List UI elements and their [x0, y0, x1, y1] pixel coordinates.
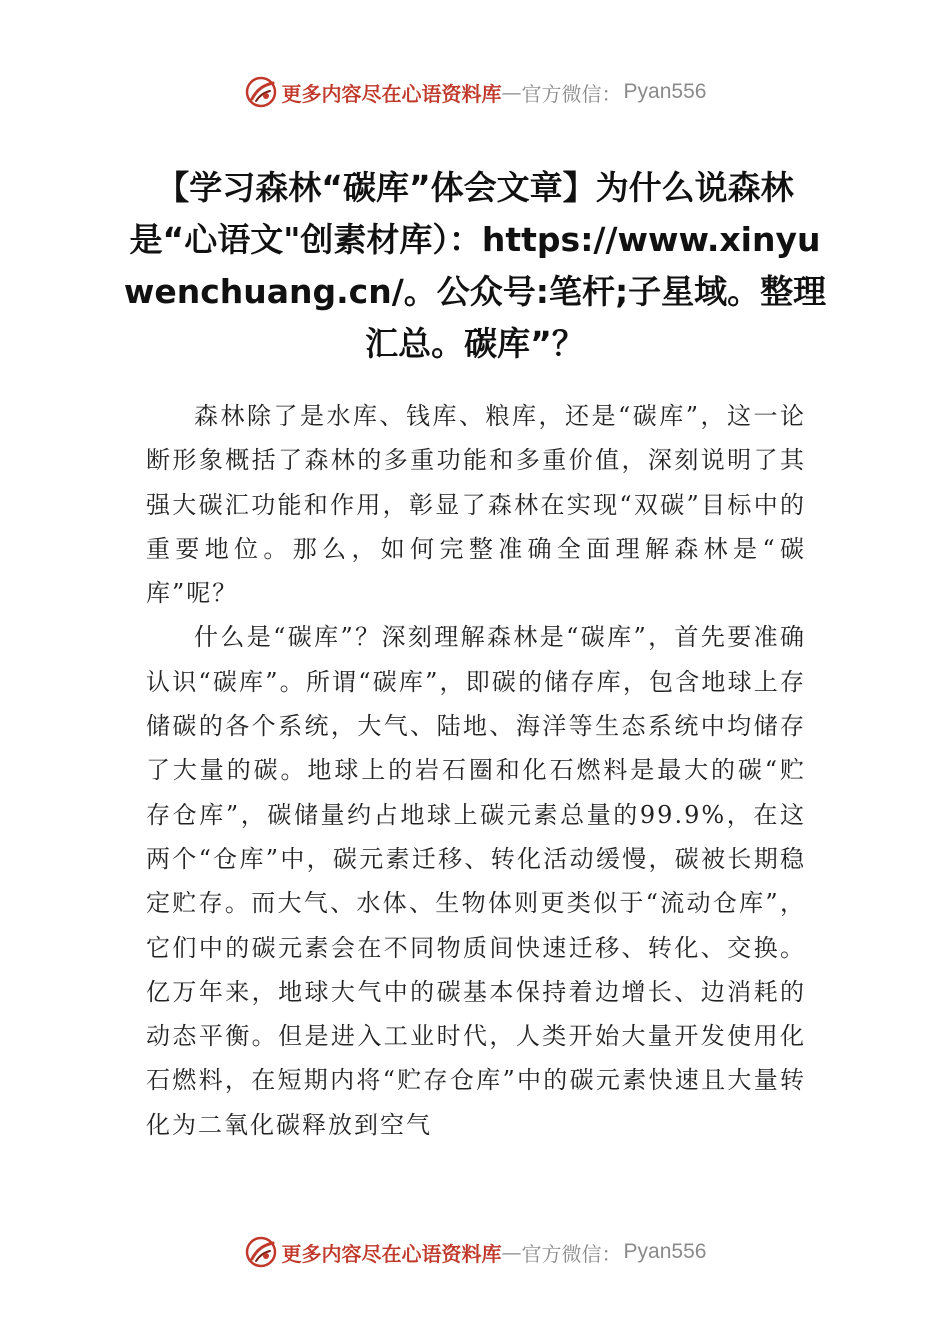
footer-wechat-label: 官方微信： [521, 1241, 622, 1266]
article-body [146, 394, 806, 1147]
paragraph: 森林除了是水库、钱库、粮库，还是“碳库”，这一论断形象概括了森林的多重功能和多重价值，深刻说明了其强大碳汇功能和作用，彰显了森林在实现“双碳”目标中的重要地位。那么，如何完整准确全面理解森林是“碳库”呢？ [146, 402, 806, 608]
footer-dash: — [501, 1240, 522, 1264]
paragraph: 什么是“碳库”？深刻理解森林是“碳库”，首先要准确认识“碳库”。所谓“碳库”，即碳的储存库，包含地球上存储碳的各个系统，大气、陆地、海洋等生态系统中均储存了大量的碳。地球上的岩石圈和化石燃料是最大的碳“贮存仓库”，碳储量约占地球上碳元素总量的99.9%，在这两个“仓库”中，碳元素迁移、转化活动缓慢，碳被长期稳定贮存。而大气、水体、生物体则更类似于“流动仓库”，它们中的碳元素会在不同物质间快速迁移、转化、交换。亿万年来，地球大气中的碳基本保持着边增长、边消耗的动态平衡。但是进入工业时代，人类开始大量开发使用化石燃料，在短期内将“贮存仓库”中的碳元素快速且大量转化为二氧化碳释放到空气 [146, 623, 806, 1139]
footer-promo-text: 更多内容尽在心语资料库 [281, 1241, 502, 1266]
header-promo-text: 更多内容尽在心语资料库 [281, 81, 502, 106]
header-wechat-id: Pyan556 [623, 80, 707, 103]
header-dash: — [501, 80, 522, 104]
article-title: 【学习森林“碳库”体会文章】为什么说森林是“心语文"创素材库）：https://www.xinyuwenchuang.cn/。公众号:笔杆;子星域。整理汇总。碳库”？ [123, 168, 827, 363]
header-wechat-label: 官方微信： [521, 81, 622, 106]
red-circle-logo-icon [244, 75, 278, 109]
header-banner [0, 72, 950, 112]
red-circle-logo-icon [244, 1235, 278, 1269]
footer-banner [0, 1232, 950, 1272]
footer-wechat-id: Pyan556 [623, 1240, 707, 1263]
